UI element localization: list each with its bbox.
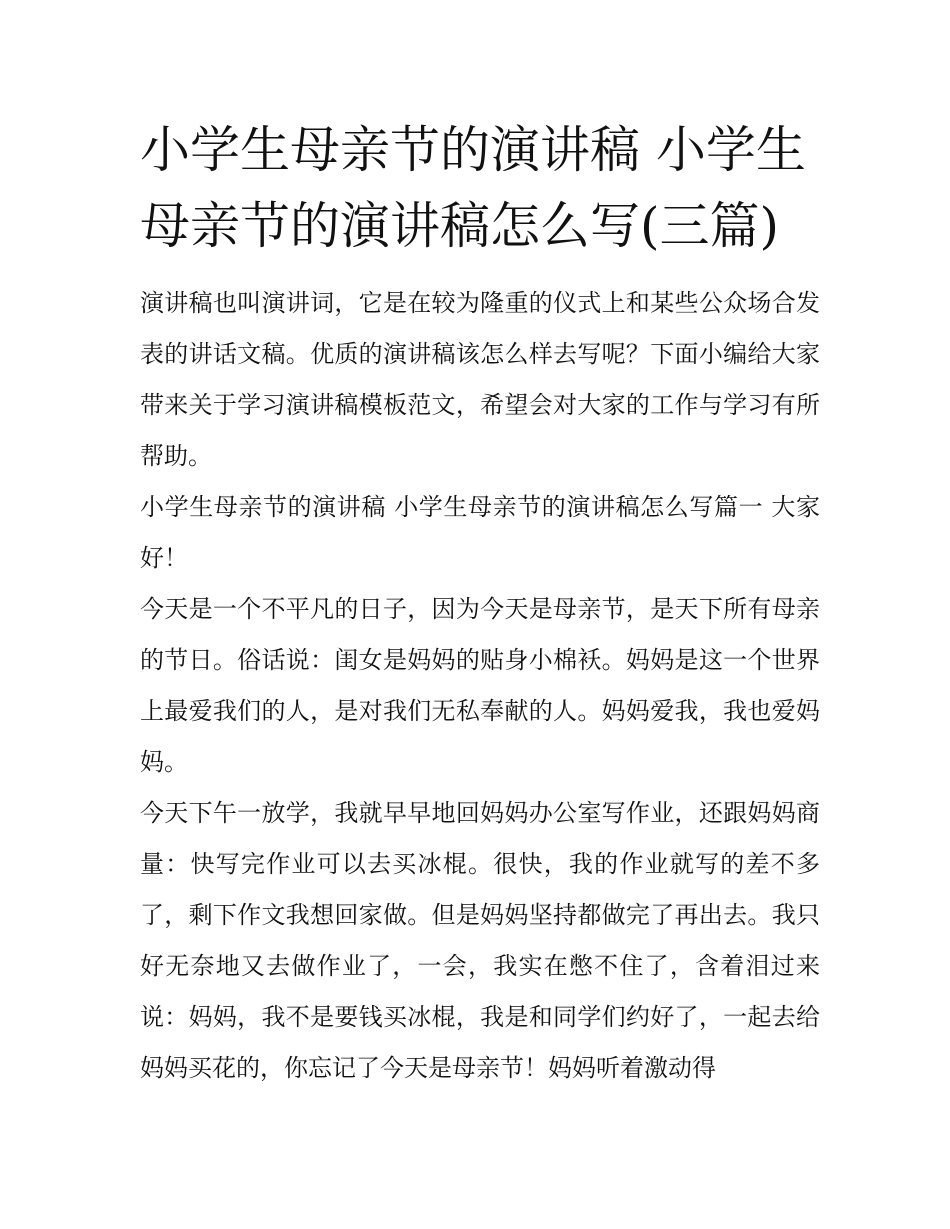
paragraph-intro: 演讲稿也叫演讲词，它是在较为隆重的仪式上和某些公众场合发表的讲话文稿。优质的演讲稿该怎么样去写呢？下面小编给大家带来关于学习演讲稿模板范文，希望会对大家的工作与学习有所帮助。	[140, 289, 820, 470]
document-title: 小学生母亲节的演讲稿 小学生母亲节的演讲稿怎么写(三篇)	[140, 121, 806, 255]
paragraph-after-school: 今天下午一放学，我就早早地回妈妈办公室写作业，还跟妈妈商量：快写完作业可以去买冰棍。很快，我的作业就写的差不多了，剩下作文我想回家做。但是妈妈坚持都做完了再出去。我只好无奈地又去做作业了，一会，我实在憋不住了，含着泪过来说：妈妈，我不是要钱买冰棍，我是和同学们约好了，一起去给妈妈买花的，你忘记了今天是母亲节！妈妈听着激动得	[140, 799, 820, 1082]
paragraph-mothers-day: 今天是一个不平凡的日子，因为今天是母亲节，是天下所有母亲的节日。俗话说：闺女是妈妈的贴身小棉袄。妈妈是这一个世界上最爱我们的人，是对我们无私奉献的人。妈妈爱我，我也爱妈妈。	[140, 595, 820, 776]
paragraph-heading-greeting: 小学生母亲节的演讲稿 小学生母亲节的演讲稿怎么写篇一 大家好！	[140, 493, 820, 572]
document-body	[140, 278, 820, 1094]
